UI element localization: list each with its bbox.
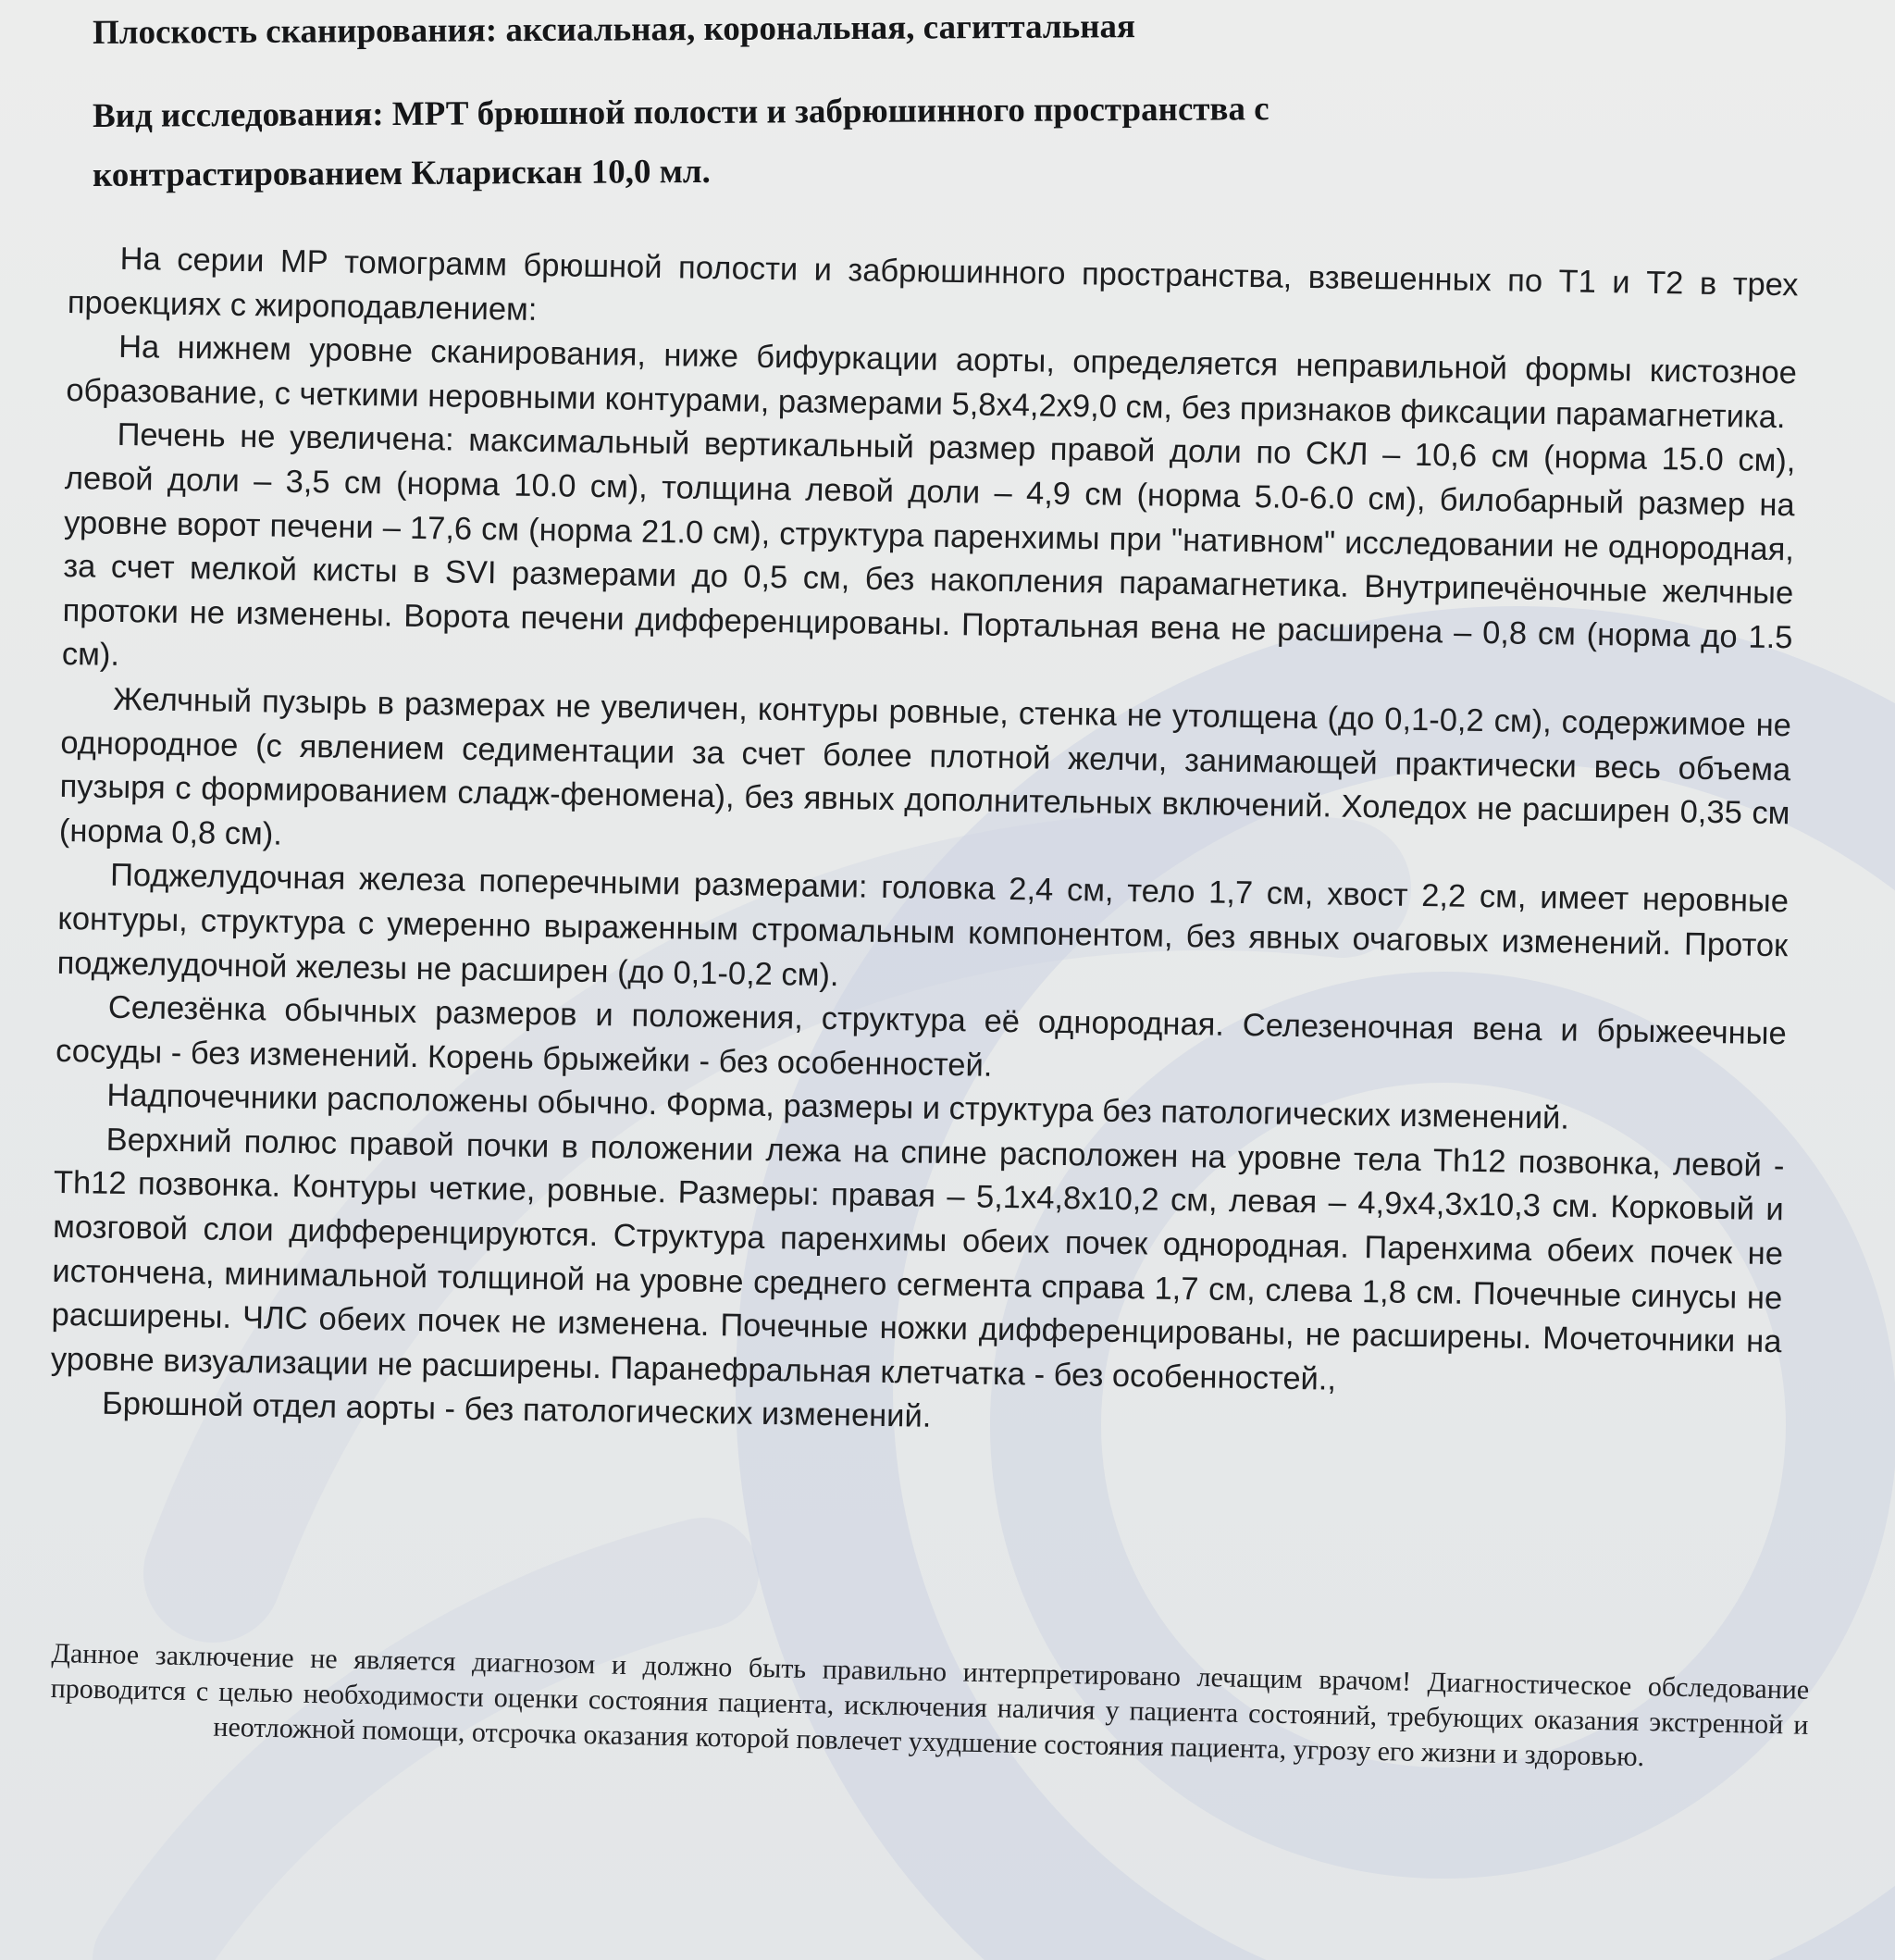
findings-aorta: Брюшной отдел аорты - без патологических изменений. bbox=[101, 1386, 932, 1435]
findings-intro: На серии МР томограмм брюшной полости и забрюшинного пространства, взвешенных по Т1 и Т2 в трех проекциях с жироподавлением: bbox=[67, 241, 1799, 328]
findings-kidneys: Верхний полюс правой почки в положении лежа на спине расположен на уровне тела Th12 позвонка, левой - Th12 позвонка. Контуры четкие, ровные. Размеры: правая – 5,1х4,8х10,2 см, левая – 4,9х4,3х10,3 см. Корковый и мозговой слои дифференцируются. Структура паренхимы обеих почек однородная. Паренхима обеих почек не истончена, минимальной толщиной на уровне среднего сегмента справа 1,7 см, слева 1,8 см. Почечные синусы не расширены. ЧЛС обеих почек не изменена. Почечные ножки дифференцированы, не расширены. Мочеточники на уровне визуализации не расширены. Паранефральная клетчатка - без особенностей., bbox=[50, 1122, 1785, 1397]
findings-adrenals: Надпочечники расположены обычно. Форма, размеры и структура без патологических изменений. bbox=[106, 1078, 1570, 1136]
study-type-heading-cont: контрастированием Кларискан 10,0 мл. bbox=[92, 152, 711, 194]
study-type-heading: Вид исследования: МРТ брюшной полости и забрюшинного пространства с bbox=[92, 90, 1270, 135]
scan-plane-heading: Плоскость сканирования: аксиальная, корональная, сагиттальная bbox=[92, 7, 1136, 52]
findings-spleen: Селезёнка обычных размеров и положения, структура её однородная. Селезеночная вена и брыжеечные сосуды - без изменений. Корень брыжейки - без особенностей. bbox=[55, 989, 1787, 1084]
findings-liver: Печень не увеличена: максимальный вертикальный размер правой доли по СКЛ – 10,6 см (норма 15.0 см), левой доли – 3,5 см (норма 10.0 см), толщина левой доли – 4,9 см (норма 5.0-6.0 см), билобарный размер на уровне ворот печени – 17,6 см (норма 21.0 см), структура паренхимы при "нативном" исследовании не однородная, за счет мелкой кисты в SVI размерами до 0,5 см, без накопления парамагнетика. Внутрипечёночные желчные протоки не изменены. Ворота печени дифференцированы. Портальная вена не расширена – 0,8 см (норма до 1.5 см). bbox=[61, 417, 1796, 674]
findings-gallbladder: Желчный пузырь в размерах не увеличен, контуры ровные, стенка не утолщена (до 0,1-0,2 см), содержимое не однородное (с явлением седиментации за счет более плотной желчи, занимающей практически весь объема пузыря с формированием сладж-феномена), без явных дополнительных включений. Холедох не расширен 0,35 см (норма 0,8 см). bbox=[58, 681, 1792, 852]
findings-pancreas: Поджелудочная железа поперечными размерами: головка 2,4 см, тело 1,7 см, хвост 2,2 см, имеет неровные контуры, структура с умеренно выраженным стромальным компонентом, без явных очаговых изменений. Проток поджелудочной железы не расширен (до 0,1-0,2 см). bbox=[56, 858, 1790, 993]
disclaimer-note: Данное заключение не является диагнозом и должно быть правильно интерпретировано лечащим врачом! Диагностическое обследование проводится с целью необходимости оценки состояния пациента, исключения наличия у пациента состояний, требующих оказания экстренной и неотложной помощи, отсрочка оказания которой повлечет ухудшение состояния пациента, угрозу его жизни и здоровью. bbox=[50, 1637, 1810, 1773]
findings-cyst: На нижнем уровне сканирования, ниже бифуркации аорты, определяется неправильной формы кистозное образование, с четкими неровными контурами, размерами 5,8х4,2х9,0 см, без признаков фиксации парамагнетика. bbox=[66, 329, 1798, 435]
findings-body bbox=[50, 237, 1799, 1453]
